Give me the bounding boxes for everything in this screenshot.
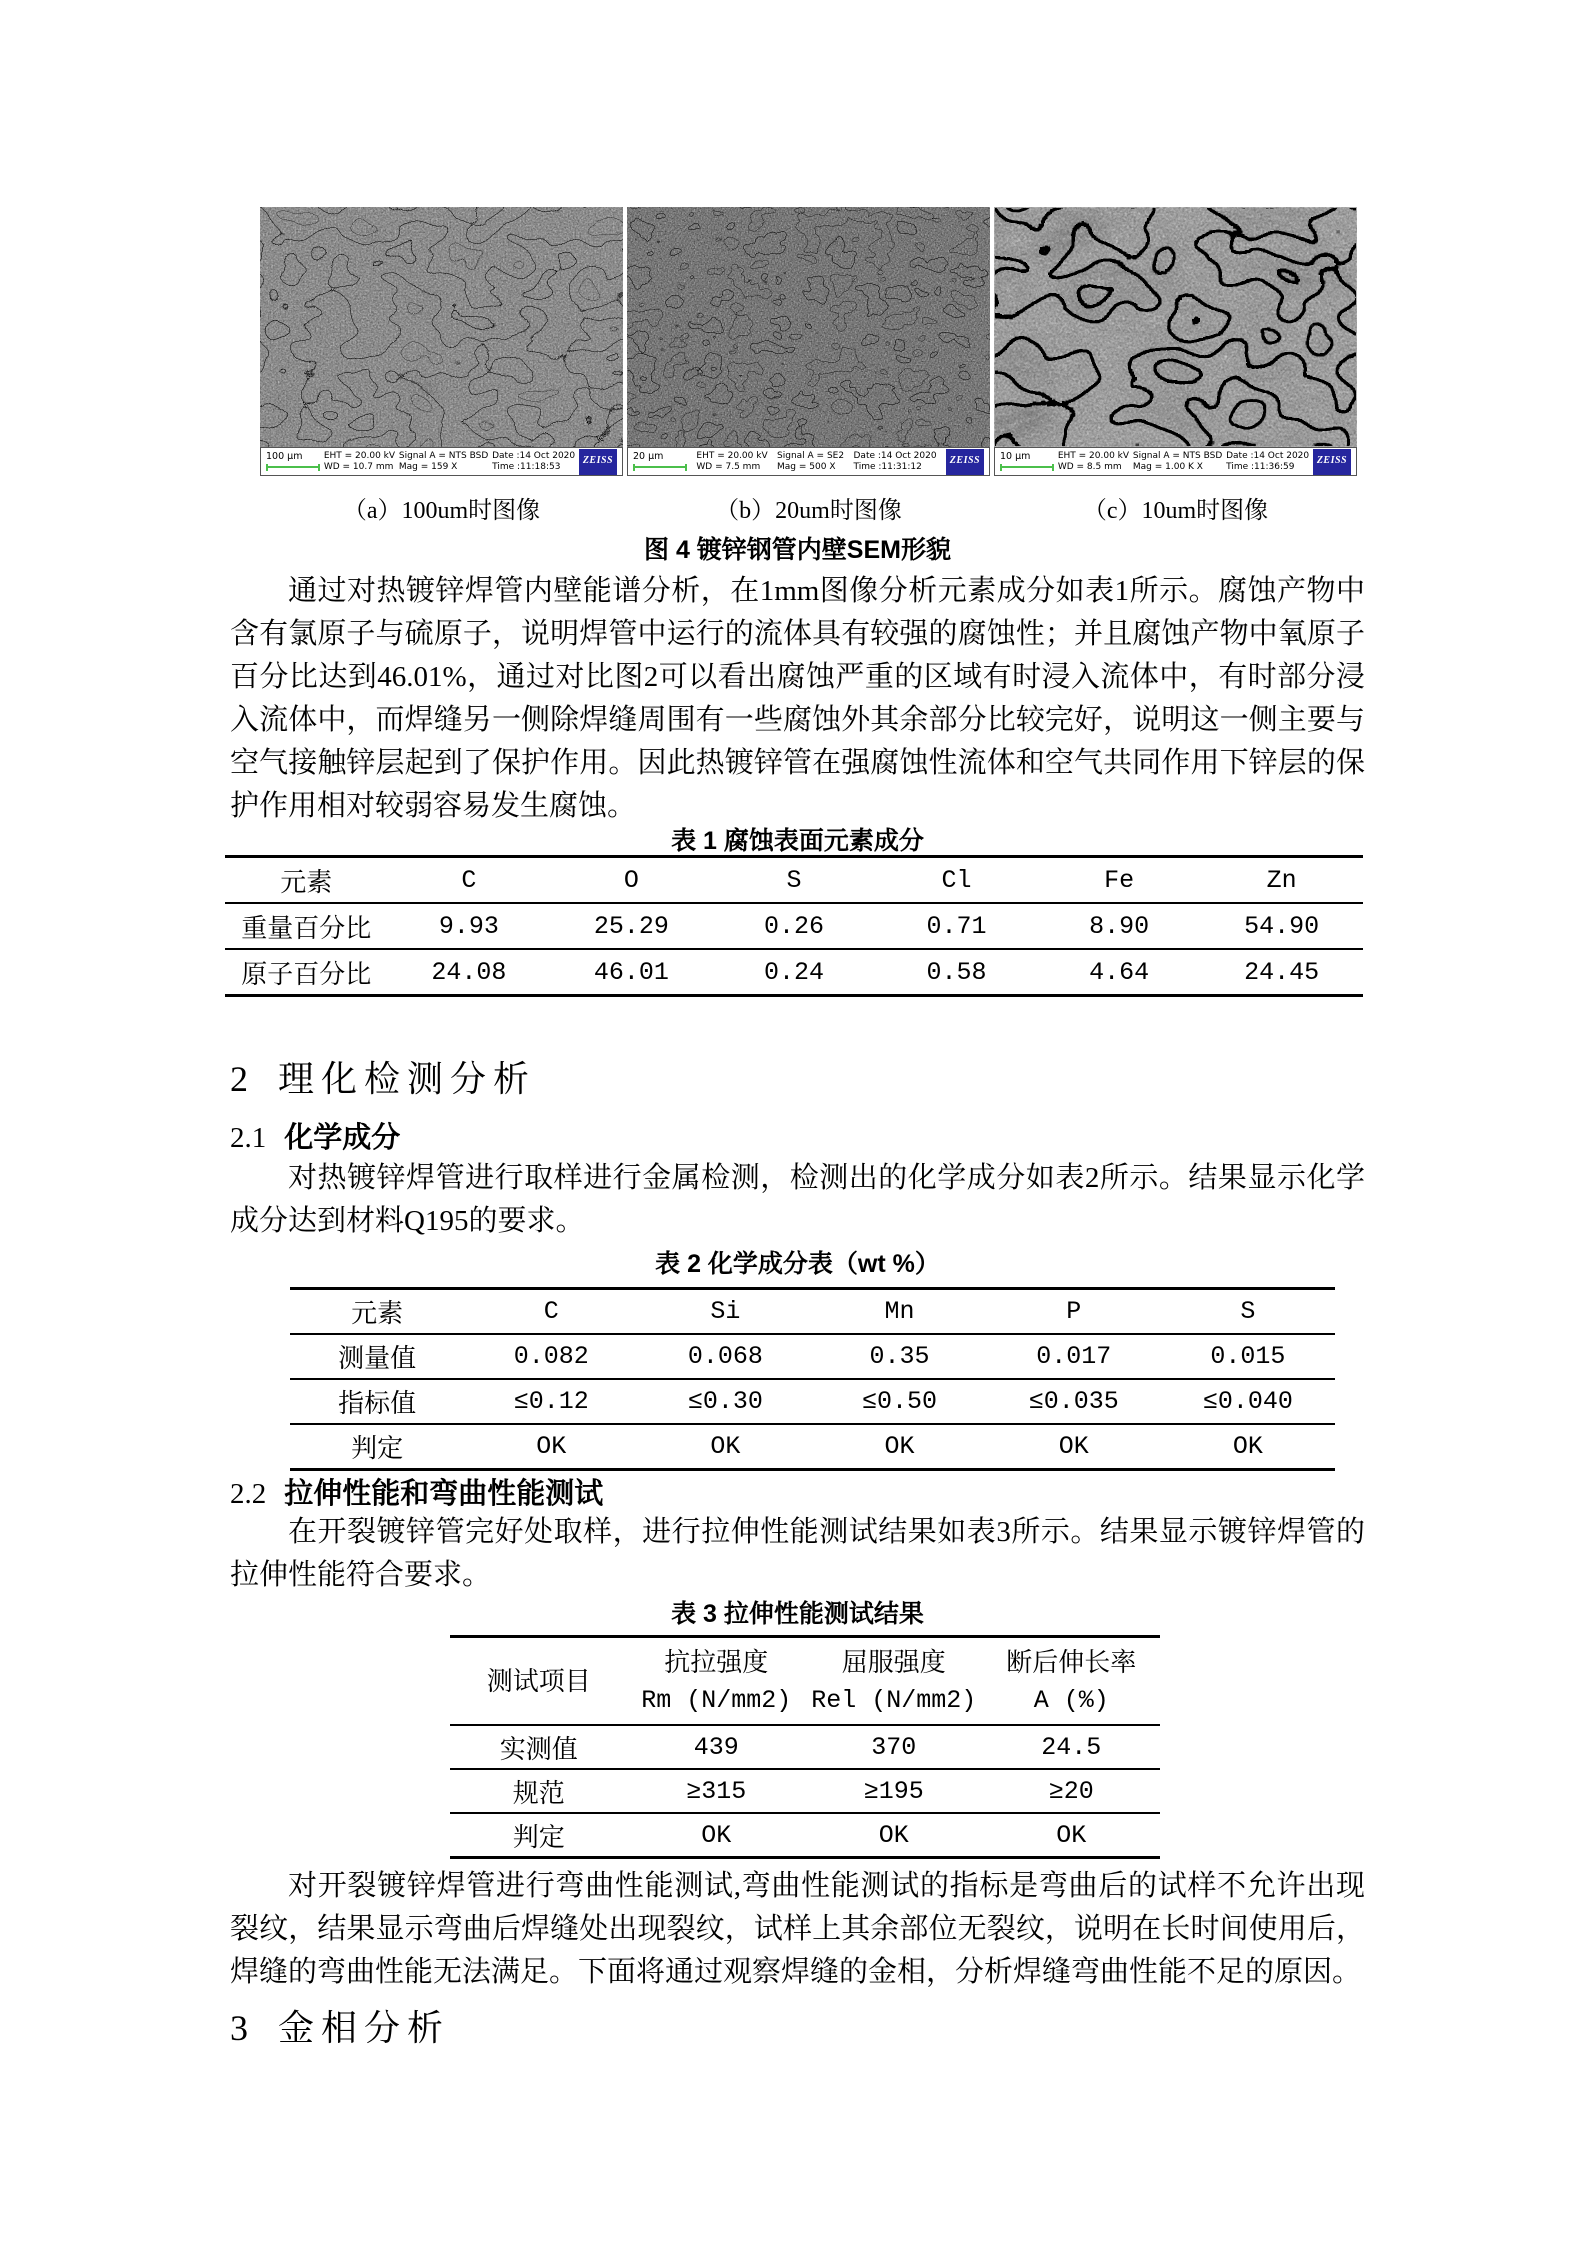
header-line-1: 断后伸长率 (1006, 1647, 1137, 1677)
sem-texture (260, 207, 623, 447)
table-row (290, 1379, 1335, 1424)
section-label: 化学成分 (284, 1122, 401, 1154)
table-row (450, 1637, 1160, 1726)
table-row (450, 1769, 1160, 1813)
row-label: 测量值 (290, 1334, 464, 1379)
cell: 439 (628, 1725, 806, 1769)
sem-info-bar-c (994, 447, 1357, 476)
scale-bar (1000, 464, 1054, 471)
paragraph-bending: 对开裂镀锌焊管进行弯曲性能测试,弯曲性能测试的指标是弯曲后的试样不允许出现裂纹，结果显示弯曲后焊缝处出现裂纹，试样上其余部位无裂纹，说明在长时间使用后，焊缝的弯曲性能无法满足。下面将通过观察焊缝的金相，分析焊缝弯曲性能不足的原因。 (230, 1870, 1365, 1988)
sem-info-bar-a (260, 447, 623, 476)
col-header: Zn (1200, 857, 1363, 904)
paragraph-chemical: 对热镀锌焊管进行取样进行金属检测，检测出的化学成分如表2所示。结果显示化学成分达到材料Q195的要求。 (230, 1162, 1365, 1237)
scale-label: 20 μm (633, 451, 664, 463)
cell: ≤0.30 (638, 1379, 812, 1424)
date-value: Date :14 Oct 2020 (1226, 451, 1310, 461)
table-1 (225, 855, 1363, 997)
col-header: P (987, 1289, 1161, 1335)
paragraph-tensile: 在开裂镀锌管完好处取样，进行拉伸性能测试结果如表3所示。结果显示镀锌焊管的拉伸性能符合要求。 (230, 1516, 1365, 1591)
table-3 (450, 1635, 1160, 1859)
header-line-1: 测试项目 (486, 1666, 591, 1696)
cell: ≤0.50 (812, 1379, 986, 1424)
sem-texture (627, 207, 990, 447)
scale-bar (266, 464, 320, 471)
section-number: 2.2 (230, 1478, 267, 1510)
scale-label: 100 μm (266, 451, 303, 463)
mag-value: Mag = 1.00 K X (1132, 461, 1203, 472)
col-header: C (388, 857, 551, 904)
cell: OK (878, 1820, 909, 1850)
cell: ≥20 (983, 1769, 1161, 1813)
table-3-title: 表 3 拉伸性能测试结果 (671, 1600, 924, 1628)
table-row (290, 1289, 1335, 1335)
header-line-2: A (%) (1033, 1686, 1109, 1715)
wd-value: WD = 10.7 mm (323, 461, 394, 472)
subcaption-c: （c）10um时图像 (1082, 498, 1269, 524)
table-row (225, 903, 1363, 949)
row-label: 实测值 (450, 1725, 628, 1769)
col-header (983, 1637, 1161, 1726)
sem-image-c (994, 207, 1357, 476)
cell: OK (1058, 1432, 1089, 1461)
signal-params (1133, 451, 1222, 472)
scale-bar (633, 464, 687, 471)
section-number: 2 (230, 1059, 248, 1099)
eht-value: EHT = 20.00 kV (323, 451, 396, 461)
cell: 4.64 (1089, 957, 1150, 987)
header-line-1: 抗拉强度 (664, 1647, 769, 1677)
mag-value: Mag = 159 X (398, 461, 458, 472)
section-3-heading (230, 2004, 1587, 2052)
sem-photo-c (994, 207, 1357, 447)
figure-4-caption: 图 4 镀锌钢管内壁SEM形貌 (644, 536, 951, 564)
beam-params (324, 451, 395, 472)
eht-value: EHT = 20.00 kV (696, 451, 768, 461)
cell: OK (1232, 1432, 1263, 1461)
col-header (628, 1637, 806, 1726)
header-line-1: 屈服强度 (841, 1647, 946, 1677)
cell: 24.5 (983, 1725, 1161, 1769)
cell: 0.71 (875, 903, 1038, 949)
cell: 25.29 (550, 903, 713, 949)
cell: 24.45 (1244, 957, 1320, 987)
cell: 0.58 (926, 957, 987, 987)
cell: 0.26 (713, 903, 876, 949)
col-header: Cl (875, 857, 1038, 904)
section-2-1-heading (230, 1121, 1587, 1155)
cell: ≤0.040 (1161, 1379, 1335, 1424)
table-1-title: 表 1 腐蚀表面元素成分 (671, 827, 924, 855)
cell: OK (1056, 1820, 1087, 1850)
col-header: Fe (1038, 857, 1201, 904)
signal-params (399, 451, 488, 472)
section-label: 拉伸性能和弯曲性能测试 (284, 1478, 604, 1510)
cell: OK (536, 1432, 567, 1461)
cell: 0.24 (763, 957, 824, 987)
sem-texture (994, 207, 1357, 447)
row-label: 重量百分比 (225, 903, 388, 949)
time-value: Time :11:36:59 (1226, 461, 1295, 472)
signal-value: Signal A = NTS BSD (1132, 451, 1223, 461)
beam-params (1058, 451, 1129, 472)
col-header: Si (638, 1289, 812, 1335)
header-line-2: Rm (N/mm2) (641, 1686, 792, 1715)
time-value: Time :11:18:53 (492, 461, 561, 472)
cell: 0.068 (638, 1334, 812, 1379)
table-row (225, 857, 1363, 904)
table-2-title: 表 2 化学成分表（wt %） (655, 1250, 940, 1278)
col-header (805, 1637, 983, 1726)
cell: 24.08 (431, 957, 507, 987)
sem-image-a (260, 207, 623, 476)
col-header: C (464, 1289, 638, 1335)
cell: 46.01 (593, 957, 669, 987)
cell: 54.90 (1200, 903, 1363, 949)
table-row (290, 1424, 1335, 1470)
zeiss-logo: ZEISS (579, 449, 617, 475)
cell: OK (710, 1432, 741, 1461)
table-row (225, 949, 1363, 996)
cell: 0.35 (812, 1334, 986, 1379)
header-line-2: Rel (N/mm2) (811, 1686, 977, 1715)
datetime-params (854, 451, 937, 472)
cell: ≤0.12 (464, 1379, 638, 1424)
cell: 0.017 (987, 1334, 1161, 1379)
table-row (290, 1334, 1335, 1379)
section-2-heading (230, 1055, 1587, 1103)
sem-info-bar-b (627, 447, 990, 476)
row-label: 判定 (351, 1433, 404, 1463)
subcaption-b: （b）20um时图像 (715, 498, 902, 524)
col-header: 元素 (290, 1289, 464, 1335)
col-header: S (713, 857, 876, 904)
section-label: 金相分析 (278, 2008, 451, 2048)
wd-value: WD = 7.5 mm (696, 461, 761, 472)
datetime-params (1226, 451, 1309, 472)
table-row (450, 1813, 1160, 1858)
signal-value: Signal A = SE2 (777, 451, 845, 461)
section-number: 2.1 (230, 1122, 267, 1154)
col-header: Mn (812, 1289, 986, 1335)
section-number: 3 (230, 2008, 248, 2048)
cell: ≤0.035 (987, 1379, 1161, 1424)
table-2 (290, 1287, 1335, 1471)
scale-bar-group (266, 452, 320, 471)
signal-value: Signal A = NTS BSD (398, 451, 489, 461)
row-label: 指标值 (290, 1379, 464, 1424)
mag-value: Mag = 500 X (777, 461, 836, 472)
col-header: S (1161, 1289, 1335, 1335)
subcaption-a: （a）100um时图像 (342, 498, 541, 524)
zeiss-logo: ZEISS (1313, 449, 1351, 475)
scale-label: 10 μm (1000, 451, 1031, 463)
date-value: Date :14 Oct 2020 (492, 451, 576, 461)
datetime-params (492, 451, 575, 472)
signal-params (777, 451, 844, 472)
cell: 0.082 (464, 1334, 638, 1379)
col-header (450, 1637, 628, 1726)
col-header: 元素 (225, 857, 388, 904)
sem-image-b (627, 207, 990, 476)
cell: OK (701, 1820, 732, 1850)
scale-bar-group (1000, 452, 1054, 471)
time-value: Time :11:31:12 (853, 461, 922, 472)
wd-value: WD = 8.5 mm (1057, 461, 1122, 472)
cell: 370 (805, 1725, 983, 1769)
cell: ≥315 (628, 1769, 806, 1813)
sem-subcaptions (260, 496, 1361, 526)
cell: 9.93 (388, 903, 551, 949)
eht-value: EHT = 20.00 kV (1057, 451, 1130, 461)
sem-figure-row (260, 207, 1361, 476)
table-row (450, 1725, 1160, 1769)
cell: ≥195 (805, 1769, 983, 1813)
cell: 0.015 (1161, 1334, 1335, 1379)
scale-bar-group (633, 452, 687, 471)
sem-photo-a (260, 207, 623, 447)
row-label: 原子百分比 (241, 958, 372, 989)
row-label: 规范 (450, 1769, 628, 1813)
row-label: 判定 (512, 1821, 565, 1852)
section-label: 理化检测分析 (278, 1059, 537, 1099)
col-header: O (550, 857, 713, 904)
cell: OK (884, 1432, 915, 1461)
section-2-2-heading (230, 1477, 1587, 1511)
cell: 8.90 (1038, 903, 1201, 949)
paragraph-figure-analysis: 通过对热镀锌焊管内壁能谱分析，在1mm图像分析元素成分如表1所示。腐蚀产物中含有氯原子与硫原子，说明焊管中运行的流体具有较强的腐蚀性；并且腐蚀产物中氧原子百分比达到46.01%，通过对比图2可以看出腐蚀严重的区域有时浸入流体中，有时部分浸入流体中，而焊缝另一侧除焊缝周围有一些腐蚀外其余部分比较完好，说明这一侧主要与空气接触锌层起到了保护作用。因此热镀锌管在强腐蚀性流体和空气共同作用下锌层的保护作用相对较弱容易发生腐蚀。 (230, 575, 1365, 822)
zeiss-logo: ZEISS (946, 449, 984, 475)
sem-photo-b (627, 207, 990, 447)
date-value: Date :14 Oct 2020 (853, 451, 937, 461)
beam-params (696, 451, 767, 472)
